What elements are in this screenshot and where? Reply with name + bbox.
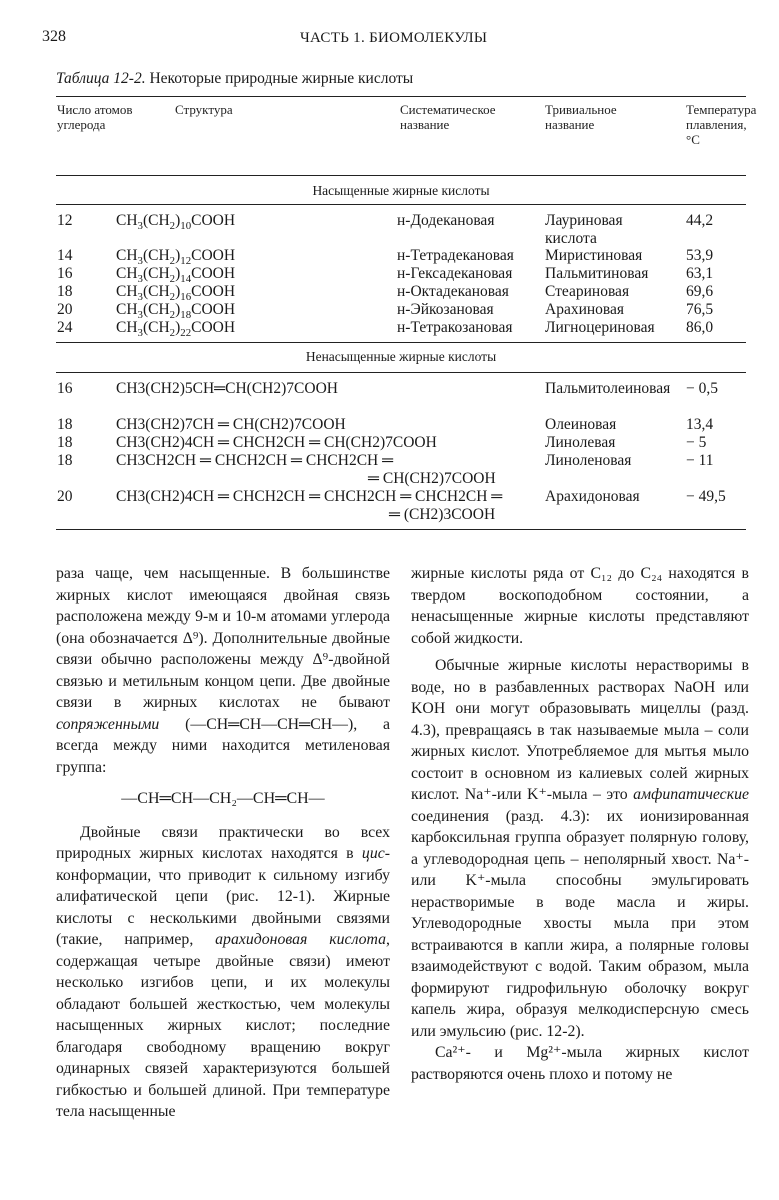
structure-formula: CH3CH2CH ═ CHCH2CH ═ CHCH2CH ═ xyxy=(116,452,394,469)
carbon-count: 16 xyxy=(57,265,73,282)
trivial-name: Линолевая xyxy=(545,434,616,451)
table-caption-label: Таблица 12-2. xyxy=(56,70,146,87)
running-title: ЧАСТЬ 1. БИОМОЛЕКУЛЫ xyxy=(300,30,488,46)
table-bottom-rule xyxy=(56,529,746,530)
melting-point: 63,1 xyxy=(686,265,714,282)
paragraph: Двойные связи практически во всех природных жирных кислотах находятся в цис-конформации, что приводит к сильному изгибу алифатической цепи (рис. 12-1). Жирные кислоты с несколькими двойными связями (такие, например, арахидоновая кислота, содержащая четыре двойные связи) имеют несколько изгибов цепи, и их молекулы обладают большей жесткостью, чем молекулы насыщенных жирных кислот; последние благодаря свободному вращению вокруг одинарных связей характеризуются большей гибкостью и большей длиной. При температуре тела насыщенные xyxy=(56,823,390,1120)
col-header-structure: Структура xyxy=(175,102,233,117)
carbon-count: 16 xyxy=(57,380,73,397)
structure-formula: CH3(CH2)4CH ═ CHCH2CH ═ CHCH2CH ═ CHCH2CH ═ xyxy=(116,488,503,505)
header-rule xyxy=(56,175,746,176)
systematic-name: н-Додекановая xyxy=(397,212,495,229)
emphasis-text: амфипатические xyxy=(633,786,749,803)
structure-formula: $CH_3(CH_2)_{12}COOH$ xyxy=(116,247,236,268)
trivial-name: Арахидоновая xyxy=(545,488,640,505)
col-header-systematic: Систематическое название xyxy=(400,102,496,132)
trivial-name: Олеиновая xyxy=(545,416,617,433)
section-unsaturated-title: Ненасыщенные жирные кислоты xyxy=(305,349,497,364)
structure-formula: $CH_3(CH_2)_{10}COOH$ xyxy=(116,212,236,233)
unsaturated-rule xyxy=(56,372,746,373)
trivial-name: Лигноцериновая xyxy=(545,319,655,336)
structure-formula-continuation: ═ (CH2)3COOH xyxy=(389,506,496,523)
saturated-rule xyxy=(56,204,746,205)
melting-point: 76,5 xyxy=(686,301,714,318)
paragraph: жирные кислоты ряда от C₁₂ до C₂₄ находятся в твердом воскоподобном состоянии, а ненасыщенные жирные кислоты представляют собой жидкости. xyxy=(411,565,749,647)
paragraph: Ca²⁺- и Mg²⁺-мыла жирных кислот растворяются очень плохо и потому не xyxy=(411,1044,749,1083)
table-caption xyxy=(56,70,413,88)
carbon-count: 20 xyxy=(57,301,73,318)
melting-point: − 11 xyxy=(686,452,714,469)
carbon-count: 12 xyxy=(57,212,73,229)
methylene-formula: —CH═CH—CH₂—CH═CH— xyxy=(121,790,325,807)
structure-formula: CH3(CH2)4CH ═ CHCH2CH ═ CH(CH2)7COOH xyxy=(116,434,437,451)
structure-formula: CH3(CH2)5CH═CH(CH2)7COOH xyxy=(116,380,338,397)
carbon-count: 18 xyxy=(57,452,73,469)
carbon-count: 18 xyxy=(57,416,73,433)
table-caption-text: Некоторые природные жирные кислоты xyxy=(149,70,414,87)
col-header-trivial: Тривиальное название xyxy=(545,102,617,132)
systematic-name: н-Гексадекановая xyxy=(397,265,513,282)
emphasis-text: арахидоновая кислота xyxy=(215,931,387,948)
structure-formula-continuation: ═ CH(CH2)7COOH xyxy=(368,470,496,487)
trivial-name: Пальмитиновая xyxy=(545,265,649,282)
col-header-melting: Температура плавления, °C xyxy=(686,102,757,147)
trivial-name: Стеариновая xyxy=(545,283,630,300)
carbon-count: 18 xyxy=(57,434,73,451)
systematic-name: н-Октадекановая xyxy=(397,283,509,300)
page-number: 328 xyxy=(42,28,66,45)
melting-point: 86,0 xyxy=(686,319,714,336)
trivial-name: Миристиновая xyxy=(545,247,643,264)
structure-formula: $CH_3(CH_2)_{14}COOH$ xyxy=(116,265,236,286)
col-header-carbons: Число атомов углерода xyxy=(57,102,133,132)
structure-formula: $CH_3(CH_2)_{22}COOH$ xyxy=(116,319,236,340)
systematic-name: н-Тетрадекановая xyxy=(397,247,514,264)
melting-point: − 49,5 xyxy=(686,488,726,505)
carbon-count: 20 xyxy=(57,488,73,505)
carbon-count: 24 xyxy=(57,319,73,336)
paragraph: Обычные жирные кислоты нерастворимы в воде, но в разбавленных растворах NaOH или KOH они могут образовывать мицеллы (разд. 4.3), превращаясь в так называемые мыла – соли жирных кислот. Употребляемое для мытья мыло состоит в основном из калиевых солей жирных кислот. Na⁺-или K⁺-мыла – это амфипатические соединения (разд. 4.3): их ионизированная карбоксильная группа образует полярную голову, а углеводородная цепь – неполярный хвост. Na⁺- или K⁺-мыла способны эмульгировать нерастворимые в воде масла и жиры. Углеводородные хвосты мыла при этом встраиваются в капли жира, а полярные головы взаимодействуют с водой. Таким образом, мыла формируют гидрофильную оболочку вокруг капель жира, образуя мелкодисперсную смесь или эмульсию (рис. 12-2). xyxy=(411,657,749,1040)
table-top-rule xyxy=(56,96,746,97)
unsaturated-top-rule xyxy=(56,342,746,343)
left-column xyxy=(56,563,390,1123)
paragraph: раза чаще, чем насыщенные. В большинстве жирных кислот имеющаяся двойная связь расположена между 9-м и 10-м атомами углерода (она обозначается Δ⁹). Дополнительные двойные связи обычно расположены между Δ⁹-двойной связью и метильным концом цепи. Две двойные связи в жирных кислотах не бывают сопряженными (—CH═CH—CH═CH—), а всегда между ними находится метиленовая группа: xyxy=(56,565,391,776)
carbon-count: 14 xyxy=(57,247,73,264)
melting-point: 44,2 xyxy=(686,212,714,229)
systematic-name: н-Тетракозановая xyxy=(397,319,513,336)
melting-point: 53,9 xyxy=(686,247,714,264)
systematic-name: н-Эйкозановая xyxy=(397,301,494,318)
trivial-name: Линоленовая xyxy=(545,452,632,469)
trivial-name: Пальмитолеиновая xyxy=(545,380,671,397)
structure-formula: CH3(CH2)7CH ═ CH(CH2)7COOH xyxy=(116,416,346,433)
structure-formula: $CH_3(CH_2)_{18}COOH$ xyxy=(116,301,236,322)
melting-point: − 0,5 xyxy=(686,380,718,397)
emphasis-text: цис xyxy=(361,845,385,862)
melting-point: 69,6 xyxy=(686,283,714,300)
right-column xyxy=(411,563,749,1085)
melting-point: − 5 xyxy=(686,434,707,451)
carbon-count: 18 xyxy=(57,283,73,300)
melting-point: 13,4 xyxy=(686,416,714,433)
trivial-name: Арахиновая xyxy=(545,301,625,318)
section-saturated-title: Насыщенные жирные кислоты xyxy=(312,183,490,198)
trivial-name: Лауриновая кислота xyxy=(545,212,623,247)
emphasis-text: сопряженными xyxy=(56,715,160,733)
structure-formula: $CH_3(CH_2)_{16}COOH$ xyxy=(116,283,236,304)
